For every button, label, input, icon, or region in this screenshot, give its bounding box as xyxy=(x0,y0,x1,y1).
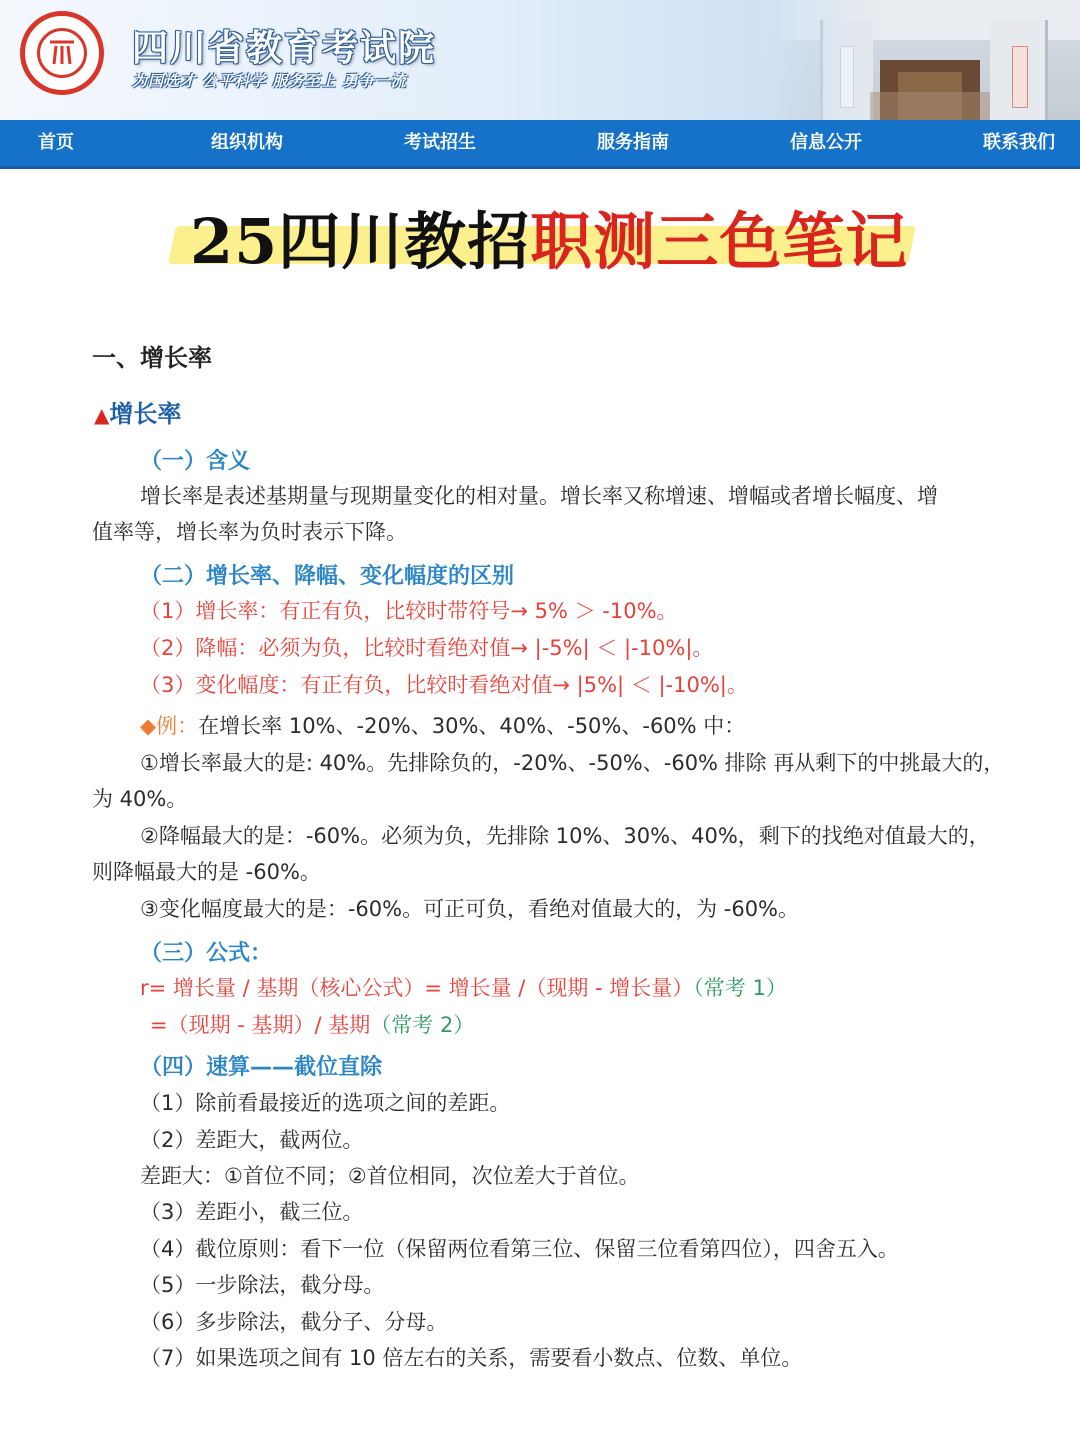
institute-logo[interactable] xyxy=(20,11,104,95)
quick-item-5: （5）一步除法，截分母。 xyxy=(140,1273,385,1297)
site-title[interactable]: 四川省教育考试院 xyxy=(132,28,437,69)
subsection-label: 增长率 xyxy=(109,400,182,428)
formula-line-1 xyxy=(140,972,787,1002)
site-slogan: 为国选才 公平科学 服务至上 勇争一流 xyxy=(132,72,407,90)
meaning-paragraph-line2: 值率等，增长率为负时表示下降。 xyxy=(92,520,407,544)
section-heading: 一、增长率 xyxy=(92,344,212,372)
triangle-icon: ▲ xyxy=(94,403,110,427)
quick-item-3: （3）差距小，截三位。 xyxy=(140,1200,364,1224)
nav-item-organization[interactable]: 组织机构 xyxy=(211,132,283,153)
formula-1-note: （常考 1） xyxy=(693,976,787,1000)
example-2-line2: 则降幅最大的是 -60%。 xyxy=(92,860,321,884)
difference-item-2: （2）降幅：必须为负，比较时看绝对值→ |-5%| ＜ |-10%|。 xyxy=(140,636,714,660)
example-3: ③变化幅度最大的是：-60%。可正可负，看绝对值最大的，为 -60%。 xyxy=(140,897,800,921)
nav-item-home[interactable]: 首页 xyxy=(38,132,74,153)
example-1-line1: ①增长率最大的是: 40%。先排除负的，-20%、-50%、-60% 排除 再从剩下的中挑最大的， xyxy=(140,751,1005,775)
example-2-line1: ②降幅最大的是：-60%。必须为负，先排除 10%、30%、40%，剩下的找绝对值最大的， xyxy=(140,824,990,848)
formula-2-note: （常考 2） xyxy=(370,1013,475,1037)
heading-difference: （二）增长率、降幅、变化幅度的区别 xyxy=(140,564,515,589)
difference-item-1: （1）增长率：有正有负，比较时带符号→ 5% ＞ -10%。 xyxy=(140,599,678,623)
heading-formula: （三）公式： xyxy=(140,941,273,966)
quick-item-2-note: 差距大：①首位不同；②首位相同，次位差大于首位。 xyxy=(140,1164,640,1188)
nav-item-service-guide[interactable]: 服务指南 xyxy=(597,132,669,153)
quick-item-4: （4）截位原则：看下一位（保留两位看第三位、保留三位看第四位），四舍五入。 xyxy=(140,1237,899,1261)
building-photo xyxy=(760,0,1080,120)
subsection-heading xyxy=(94,394,181,429)
formula-2-main: =（现期 - 基期）/ 基期 xyxy=(150,1013,371,1037)
quick-item-6: （6）多步除法，截分子、分母。 xyxy=(140,1310,448,1334)
site-header xyxy=(0,0,1080,120)
formula-line-2 xyxy=(150,1009,474,1039)
formula-1-main: r= 增长量 / 基期（核心公式）= 增长量 /（现期 - 增长量） xyxy=(140,976,694,1000)
nav-item-exams[interactable]: 考试招生 xyxy=(404,132,476,153)
quick-item-2: （2）差距大，截两位。 xyxy=(140,1128,364,1152)
page-title xyxy=(172,192,912,278)
title-red: 职测三色笔记 xyxy=(530,205,909,278)
example-1-line2: 为 40%。 xyxy=(92,787,188,811)
example-text: 在增长率 10%、-20%、30%、40%、-50%、-60% 中： xyxy=(198,714,746,738)
quick-item-7: （7）如果选项之间有 10 倍左右的关系，需要看小数点、位数、单位。 xyxy=(140,1346,803,1370)
difference-item-3: （3）变化幅度：有正有负，比较时看绝对值→ |5%| ＜ |-10%|。 xyxy=(140,673,748,697)
title-black: 25四川教招 xyxy=(190,205,531,278)
page-title-text xyxy=(190,192,908,281)
nav-item-contact[interactable]: 联系我们 xyxy=(983,132,1055,153)
example-label: ◆例： xyxy=(140,714,199,738)
example-line xyxy=(140,710,745,740)
heading-meaning: （一）含义 xyxy=(140,449,251,474)
nav-item-information[interactable]: 信息公开 xyxy=(790,132,862,153)
quick-item-1: （1）除前看最接近的选项之间的差距。 xyxy=(140,1091,511,1115)
main-nav xyxy=(0,120,1080,169)
logo-emblem-icon xyxy=(46,38,78,68)
meaning-paragraph-line1: 增长率是表述基期量与现期量变化的相对量。增长率又称增速、增幅或者增长幅度、增 xyxy=(140,484,938,508)
heading-quick-calc: （四）速算——截位直除 xyxy=(140,1055,383,1080)
